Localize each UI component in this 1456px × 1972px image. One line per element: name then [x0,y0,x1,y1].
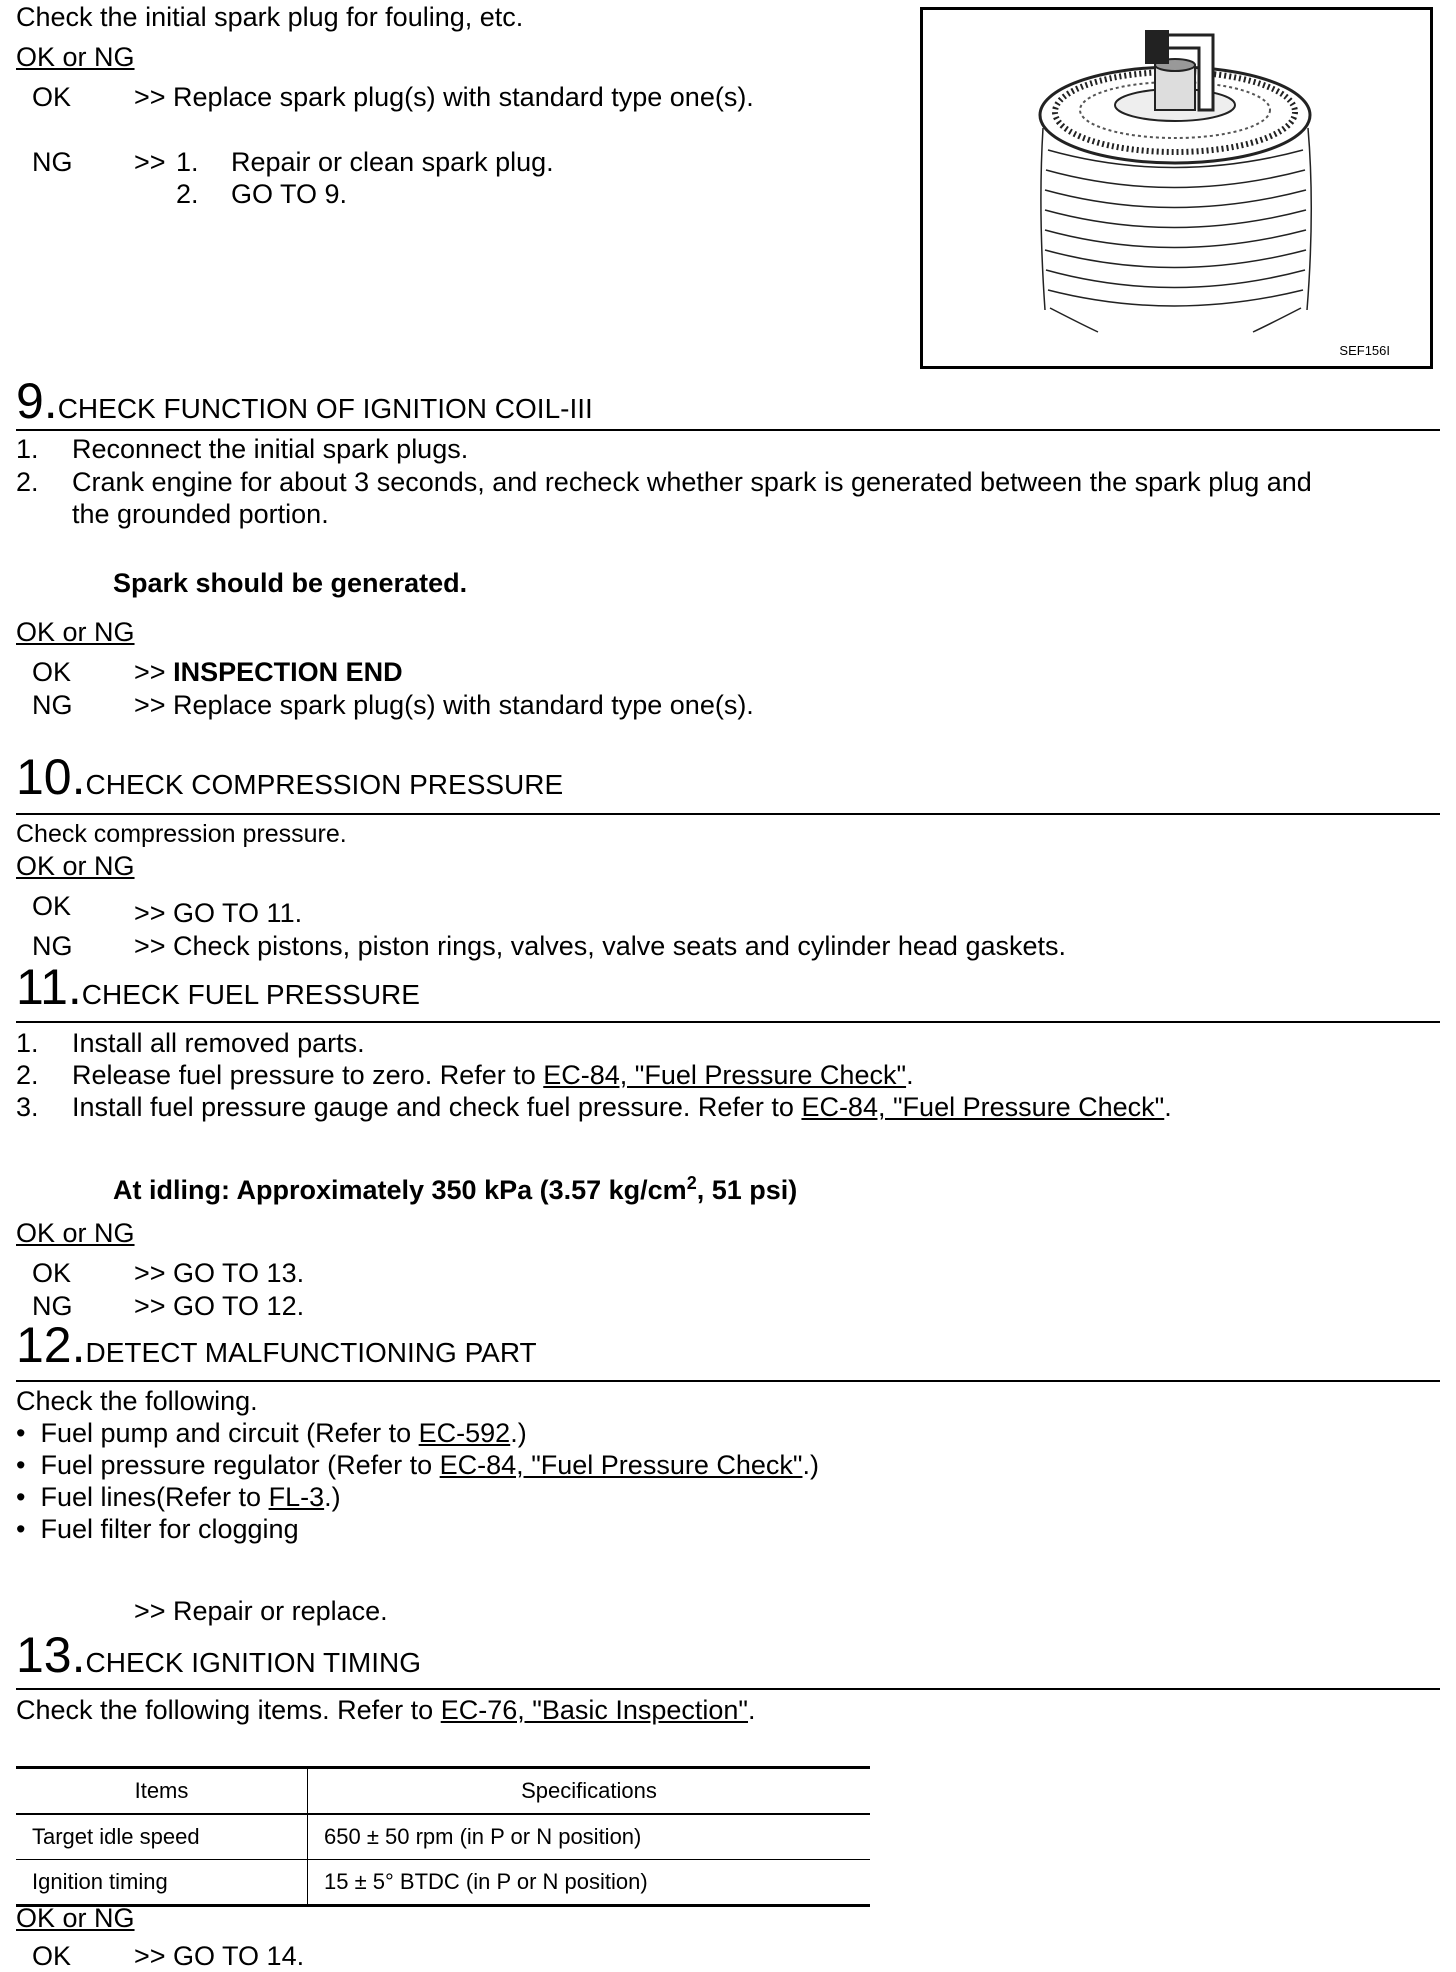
bullet-glyph: • [16,1450,26,1480]
figure-label: SEF156I [1339,343,1390,358]
step10-ok-action: >> GO TO 11. [134,898,303,928]
step9-ng-label: NG [32,690,73,720]
step8-ng-item1-text: Repair or clean spark plug. [231,147,554,177]
step11-ng-action: >> GO TO 12. [134,1291,305,1321]
step8-ok-ng-label: OK or NG [16,42,135,72]
step11-number: 11. [16,959,82,1015]
step13-intro-text: Check the following items. Refer to [16,1695,434,1725]
table-cell-item: Target idle speed [16,1814,308,1860]
bullet-glyph: • [16,1418,26,1448]
step9-title: CHECK FUNCTION OF IGNITION COIL-III [57,393,593,424]
step13-ok-label: OK [32,1941,72,1971]
step11-item3-after: . [1164,1092,1172,1122]
step13-ok-ng-label: OK or NG [16,1903,135,1933]
link-ec84-fuel-pressure-check[interactable]: EC-84, "Fuel Pressure Check" [439,1450,803,1480]
step9-number: 9. [16,373,58,429]
step12-heading [16,1317,537,1373]
step12-bullet-2 [16,1449,819,1481]
step10-title: CHECK COMPRESSION PRESSURE [85,769,564,800]
bullet-text: Fuel pump and circuit (Refer to [40,1418,412,1448]
step9-item2-num: 2. [16,467,39,497]
bullet-text: Fuel filter for clogging [40,1514,299,1544]
step11-spec [113,1167,797,1206]
step8-ng-item2-num: 2. [176,179,199,209]
bullet-glyph: • [16,1514,26,1544]
step13-ok-action: >> GO TO 14. [134,1941,305,1971]
step13-intro-after: . [748,1695,756,1725]
step11-spec-sup: 2 [686,1173,697,1193]
step11-item3 [72,1091,1172,1123]
step9-ok-label: OK [32,657,72,687]
step8-ng-label: NG [32,147,73,177]
step11-title: CHECK FUEL PRESSURE [81,979,420,1010]
step12-bullet-1 [16,1417,527,1449]
step11-item2-text: Release fuel pressure to zero. Refer to [72,1060,536,1090]
link-ec592[interactable]: EC-592 [418,1418,511,1448]
step11-ok-ng-label: OK or NG [16,1218,135,1248]
bullet-post: .) [510,1418,527,1448]
step13-heading [16,1627,422,1683]
bullet-post: .) [802,1450,819,1480]
step12-bullet-3 [16,1481,341,1513]
link-fl3[interactable]: FL-3 [268,1482,325,1512]
bullet-glyph: • [16,1482,26,1512]
bullet-post: .) [324,1482,341,1512]
step11-item3-num: 3. [16,1092,39,1122]
step13-title: CHECK IGNITION TIMING [85,1647,422,1678]
step11-item2-after: . [906,1060,914,1090]
table-header-row [16,1768,870,1815]
table-cell-item: Ignition timing [16,1860,308,1906]
ignition-spec-table [16,1766,870,1907]
bullet-text: Fuel pressure regulator (Refer to [40,1450,433,1480]
step12-number: 12. [16,1317,86,1373]
table-row [16,1860,870,1906]
step12-rule [16,1380,1440,1382]
step11-item3-text: Install fuel pressure gauge and check fuel pressure. Refer to [72,1092,794,1122]
step12-title: DETECT MALFUNCTIONING PART [85,1337,537,1368]
step13-intro [16,1694,756,1726]
step11-heading [16,959,420,1015]
spark-plug-figure [920,7,1433,369]
step9-ok-ng-label: OK or NG [16,617,135,647]
step9-ng-action: >> Replace spark plug(s) with standard type one(s). [134,690,754,720]
step10-number: 10. [16,749,86,805]
step9-item1-num: 1. [16,434,39,464]
step9-item2-text-cont: the grounded portion. [72,499,329,529]
step10-ok-label: OK [32,891,72,921]
step8-ng-item1-num: 1. [176,147,199,177]
step11-spec-post: , 51 psi) [696,1175,798,1205]
step11-item1-num: 1. [16,1028,39,1058]
step11-rule [16,1021,1440,1023]
step9-spec: Spark should be generated. [113,568,468,598]
step11-ok-label: OK [32,1258,72,1288]
step11-ok-action: >> GO TO 13. [134,1258,305,1288]
bullet-text: Fuel lines(Refer to [40,1482,262,1512]
step11-item2 [72,1059,914,1091]
step13-number: 13. [16,1627,86,1683]
step10-intro: Check compression pressure. [16,820,347,848]
step8-ng-item2-text: GO TO 9. [231,179,348,209]
step10-heading [16,749,564,805]
step12-bullet-4 [16,1513,299,1545]
step11-ng-label: NG [32,1291,73,1321]
step12-intro: Check the following. [16,1386,258,1416]
link-ec76-basic-inspection[interactable]: EC-76, "Basic Inspection" [440,1695,749,1725]
step9-item1-text: Reconnect the initial spark plugs. [72,434,469,464]
table-header-items: Items [16,1768,308,1815]
step8-ok-label: OK [32,82,72,112]
step11-item1-text: Install all removed parts. [72,1028,365,1058]
step12-action: >> Repair or replace. [134,1596,388,1626]
step11-item2-num: 2. [16,1060,39,1090]
step9-ok-prefix: >> [134,657,166,687]
step9-heading [16,373,593,429]
table-header-specifications: Specifications [308,1768,871,1815]
step10-ok-ng-label: OK or NG [16,851,135,881]
step8-intro: Check the initial spark plug for fouling, etc. [16,2,524,32]
step9-item2-text: Crank engine for about 3 seconds, and recheck whether spark is generated between the spark plug and [72,467,1312,497]
step13-rule [16,1688,1440,1690]
step9-ok-action [134,656,403,688]
step8-ok-action: >> Replace spark plug(s) with standard type one(s). [134,82,754,112]
table-cell-spec: 650 ± 50 rpm (in P or N position) [308,1814,871,1860]
step10-ng-action: >> Check pistons, piston rings, valves, valve seats and cylinder head gaskets. [134,931,1067,961]
link-ec84-fuel-pressure-check[interactable]: EC-84, "Fuel Pressure Check" [801,1092,1165,1122]
step10-ng-label: NG [32,931,73,961]
step9-ok-text: INSPECTION END [173,657,403,687]
step9-rule [16,429,1440,431]
table-cell-spec: 15 ± 5° BTDC (in P or N position) [308,1860,871,1906]
spark-plug-icon [923,10,1430,366]
step11-spec-pre: At idling: Approximately 350 kPa (3.57 kg/cm [113,1175,687,1205]
step10-rule [16,813,1440,815]
link-ec84-fuel-pressure-check[interactable]: EC-84, "Fuel Pressure Check" [543,1060,907,1090]
step8-ng-prefix: >> [134,147,166,177]
table-row [16,1814,870,1860]
